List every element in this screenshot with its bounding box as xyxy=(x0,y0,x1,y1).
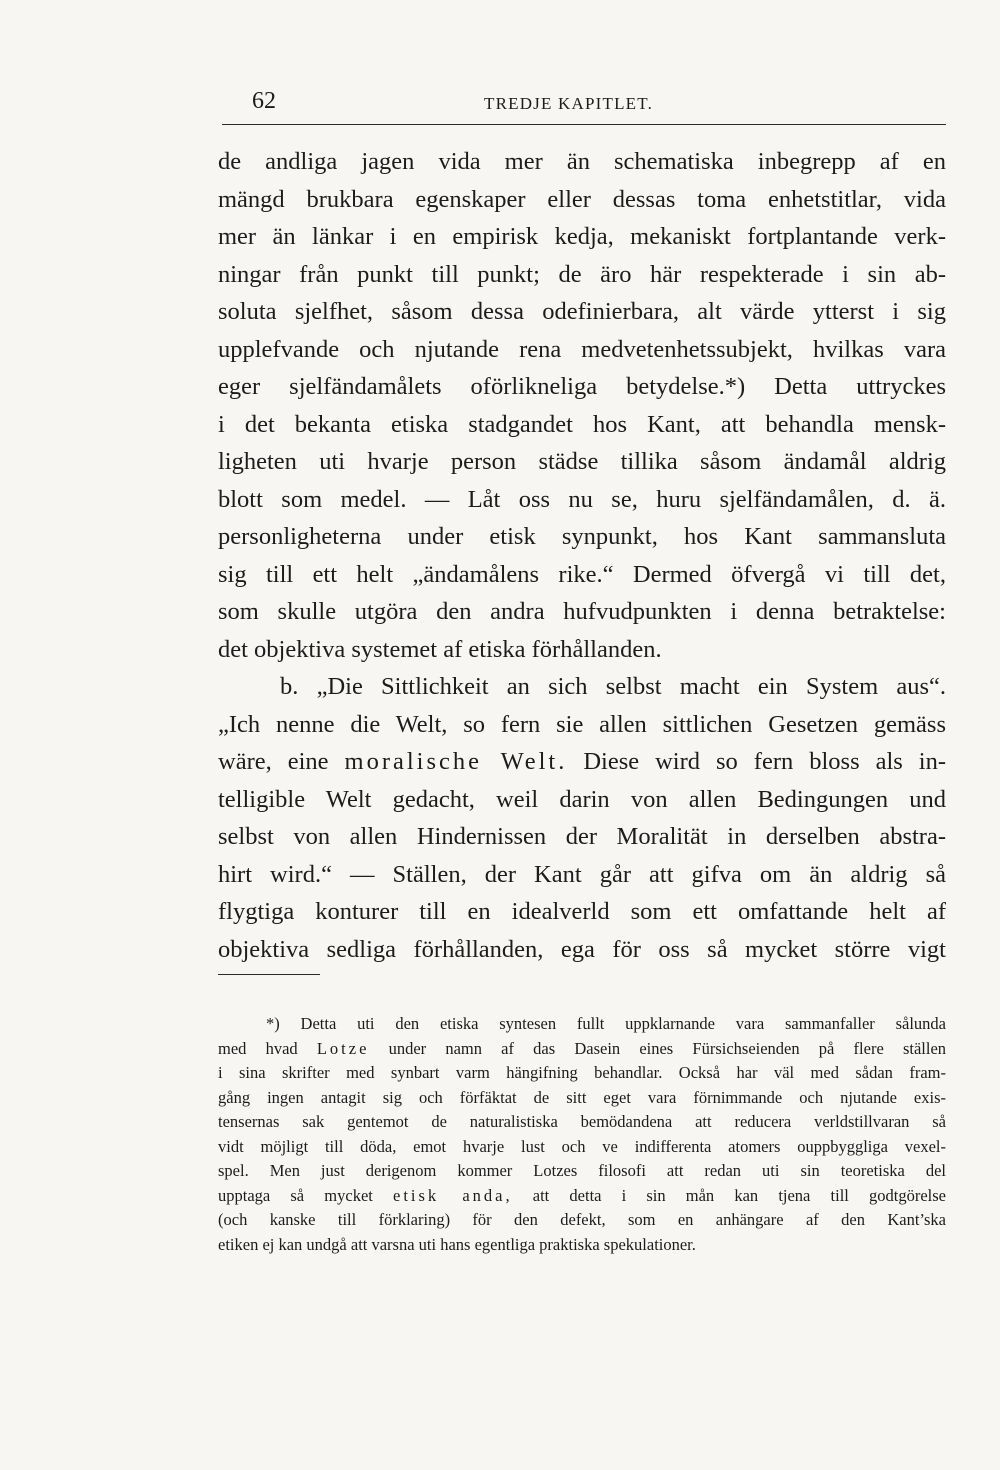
text-line: ligheten uti hvarje person städse tillika såsom ändamål aldrig xyxy=(218,448,946,475)
text-line: upplefvande och njutande rena medvetenhetssubjekt, hvilkas vara xyxy=(218,335,946,363)
text-line: hirt wird.“ — Ställen, der Kant går att gifva om än aldrig så xyxy=(218,860,946,888)
main-text xyxy=(218,143,946,968)
text-line: flygtiga konturer till en idealverld som ett omfattande helt af xyxy=(218,898,946,925)
spaced-emphasis: Lotze xyxy=(316,1038,370,1058)
footnote-text: att detta i sin mån kan tjena till godtgörelse xyxy=(532,1185,946,1205)
text-line: som skulle utgöra den andra hufvudpunkten i denna betraktelse: xyxy=(218,598,946,625)
spaced-emphasis: etisk anda, xyxy=(393,1185,513,1205)
text-line: de andliga jagen vida mer än schematiska inbegrepp af en xyxy=(218,148,946,175)
spaced-emphasis: moralische Welt. xyxy=(344,748,568,775)
footnote-line: tensernas sak gentemot de naturalistiska bemödandena att reducera verldstillvaran så xyxy=(218,1112,946,1131)
text-line: mer än länkar i en empirisk kedja, mekaniskt fortplantande verk- xyxy=(218,223,946,250)
footnote-line: etiken ej kan undgå att varsna uti hans egentliga praktiska spekulationer. xyxy=(218,1234,696,1254)
quote-line: „Ich nenne die Welt, so fern sie allen sittlichen Gesetzen gemäss xyxy=(218,710,946,738)
section-heading-b: b. „Die Sittlichkeit an sich selbst macht ein System aus“. xyxy=(280,673,946,700)
footnote-line: i sina skrifter med synbart varm hängifning behandlar. Också har väl med sådan fram- xyxy=(218,1063,946,1082)
quote-text: wäre, eine xyxy=(218,748,329,775)
footnote-line: *) Detta uti den etiska syntesen fullt uppklarnande vara sammanfaller sålunda xyxy=(266,1014,946,1033)
text-line: objektiva sedliga förhållanden, ega för oss så mycket större vigt xyxy=(218,935,946,963)
footnote-text: med hvad xyxy=(218,1038,298,1058)
page-number: 62 xyxy=(252,88,276,114)
quote-line-mixed xyxy=(218,743,946,781)
text-line: mängd brukbara egenskaper eller dessas toma enhetstitlar, vida xyxy=(218,185,946,213)
footnote-text: upptaga så mycket xyxy=(218,1185,373,1205)
footnote xyxy=(218,1012,946,1257)
text-line: telligible Welt gedacht, weil darin von allen Bedingungen und xyxy=(218,785,946,813)
text-line: eger sjelfändamålets oförlikneliga betydelse.*) Detta uttryckes xyxy=(218,373,946,400)
footnote-line: gång ingen antagit sig och förfäktat de sitt eget vara förnimmande och njutande exis- xyxy=(218,1087,946,1107)
footnote-line: spel. Men just derigenom kommer Lotzes filosofi att redan uti sin teoretiska del xyxy=(218,1161,946,1180)
footnote-line-mixed xyxy=(218,1184,946,1209)
text-line: personligheterna under etisk synpunkt, hos Kant sammansluta xyxy=(218,523,946,550)
text-line: blott som medel. — Låt oss nu se, huru sjelfändamålen, d. ä. xyxy=(218,485,946,513)
text-line: selbst von allen Hindernissen der Moralität in derselben abstra- xyxy=(218,823,946,850)
quote-text: Diese wird so fern bloss als in- xyxy=(583,748,946,775)
text-line: ningar från punkt till punkt; de äro här respekterade i sin ab- xyxy=(218,260,946,288)
page-header xyxy=(222,88,946,125)
footnote-line-mixed xyxy=(218,1037,946,1062)
footnote-text: under namn af das Dasein eines Fürsichseienden på flere ställen xyxy=(388,1038,946,1058)
footnote-line: vidt möjligt till döda, emot hvarje lust och ve indifferenta atomers ouppbyggliga vexel- xyxy=(218,1136,946,1156)
text-line: i det bekanta etiska stadgandet hos Kant, att behandla mensk- xyxy=(218,410,946,438)
text-line: soluta sjelfhet, såsom dessa odefinierbara, alt värde ytterst i sig xyxy=(218,298,946,325)
text-line: sig till ett helt „ändamålens rike.“ Dermed öfvergå vi till det, xyxy=(218,560,946,588)
footnote-rule xyxy=(218,974,320,975)
footnote-line: (och kanske till förklaring) för den defekt, som en anhängare af den Kant’ska xyxy=(218,1210,946,1229)
paragraph-end-line: det objektiva systemet af etiska förhållanden. xyxy=(218,635,662,663)
running-head: TREDJE KAPITLET. xyxy=(484,94,654,113)
